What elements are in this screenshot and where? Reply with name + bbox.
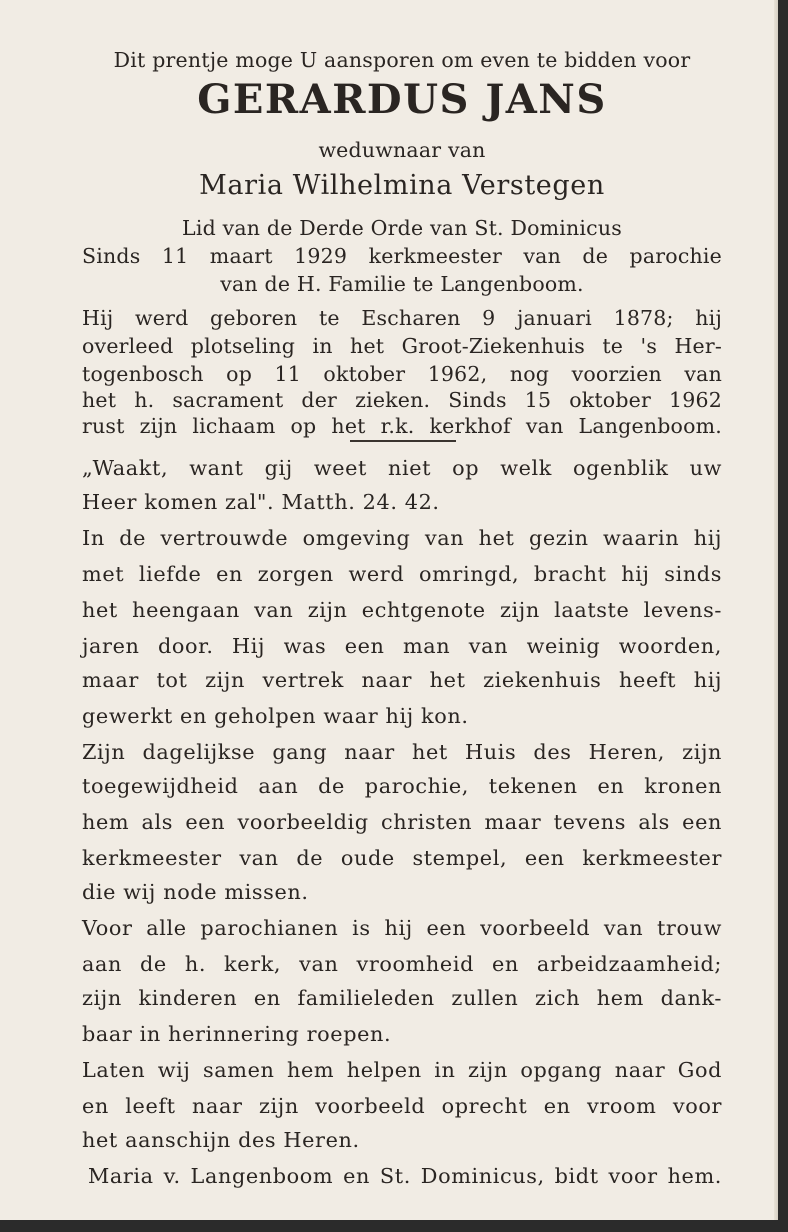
quote-line: Heer komen zal". Matth. 24. 42. xyxy=(82,490,440,514)
spouse-name: Maria Wilhelmina Verstegen xyxy=(199,170,605,201)
detail-line: Lid van de Derde Orde van St. Dominicus xyxy=(182,216,622,240)
biography-line: rust zijn lichaam op het r.k. kerkhof van Langenboom. xyxy=(82,414,722,438)
paragraph-line: zijn kinderen en familieleden zullen zich hem dank- xyxy=(82,986,722,1010)
paragraph-line: kerkmeester van de oude stempel, een kerkmeester xyxy=(82,846,722,870)
paragraph-line: Zijn dagelijkse gang naar het Huis des Heren, zijn xyxy=(82,740,722,764)
paragraph-line: gewerkt en geholpen waar hij kon. xyxy=(82,704,469,728)
paragraph-line: hem als een voorbeeldig christen maar tevens als een xyxy=(82,810,722,834)
relation-text: weduwnaar van xyxy=(318,138,486,162)
deceased-name: GERARDUS JANS xyxy=(197,76,607,123)
paragraph-line: die wij node missen. xyxy=(82,880,309,904)
paragraph-line: toegewijdheid aan de parochie, tekenen en kronen xyxy=(82,774,722,798)
paragraph-line: Voor alle parochianen is hij een voorbeeld van trouw xyxy=(82,916,722,940)
biography-line: het h. sacrament der zieken. Sinds 15 oktober 1962 xyxy=(82,388,722,412)
biography-line: Hij werd geboren te Escharen 9 januari 1878; hij xyxy=(82,306,722,330)
paragraph-line: baar in herinnering roepen. xyxy=(82,1022,392,1046)
paragraph-line: Laten wij samen hem helpen in zijn opgang naar God xyxy=(82,1058,722,1082)
detail-line: van de H. Familie te Langenboom. xyxy=(220,272,584,296)
paragraph-line: jaren door. Hij was een man van weinig woorden, xyxy=(82,634,722,658)
biography-line: overleed plotseling in het Groot-Ziekenhuis te 's Her- xyxy=(82,334,722,358)
detail-line: Sinds 11 maart 1929 kerkmeester van de parochie xyxy=(82,244,722,268)
divider-rule xyxy=(350,440,456,442)
paragraph-line: met liefde en zorgen werd omringd, bracht hij sinds xyxy=(82,562,722,586)
paragraph-line: aan de h. kerk, van vroomheid en arbeidzaamheid; xyxy=(82,952,722,976)
closing-prayer: Maria v. Langenboom en St. Dominicus, bidt voor hem. xyxy=(88,1164,722,1188)
paragraph-line: maar tot zijn vertrek naar het ziekenhuis heeft hij xyxy=(82,668,722,692)
biography-line: togenbosch op 11 oktober 1962, nog voorzien van xyxy=(82,362,722,386)
paragraph-line: en leeft naar zijn voorbeeld oprecht en vroom voor xyxy=(82,1094,722,1118)
paragraph-line: In de vertrouwde omgeving van het gezin waarin hij xyxy=(82,526,722,550)
intro-text: Dit prentje moge U aansporen om even te bidden voor xyxy=(113,48,691,72)
paragraph-line: het aanschijn des Heren. xyxy=(82,1128,360,1152)
quote-line: „Waakt, want gij weet niet op welk ogenblik uw xyxy=(82,456,722,480)
paragraph-line: het heengaan van zijn echtgenote zijn laatste levens- xyxy=(82,598,722,622)
